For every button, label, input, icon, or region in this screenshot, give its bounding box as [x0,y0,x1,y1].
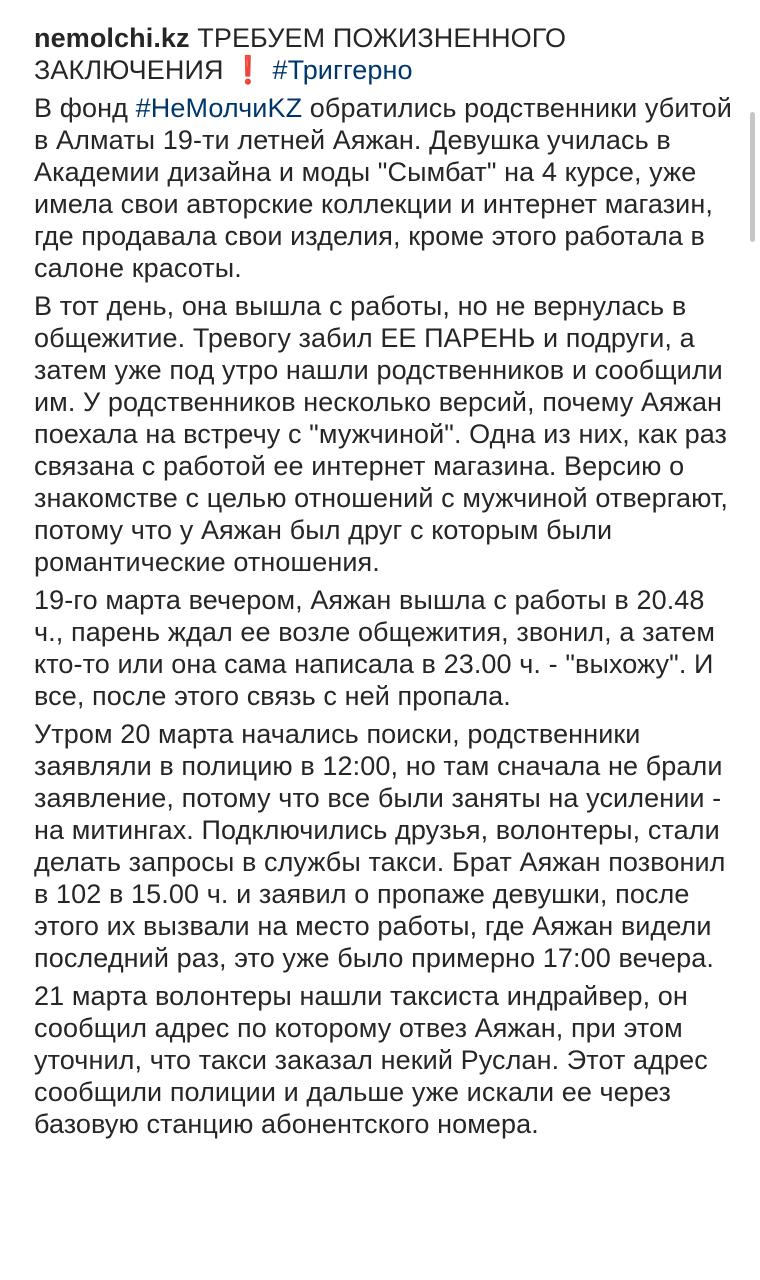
caption-paragraph-1 [34,92,734,284]
caption-header [34,22,734,86]
caption-paragraph-4: Утром 20 марта начались поиски, родственники заявляли в полицию в 12:00, но там сначала не брали заявление, потому что все были заняты на усилении - на митингах. Подключились друзья, волонтеры, стали делать запросы в службы такси. Брат Аяжан позвонил в 102 в 15.00 ч. и заявил о пропаже девушки, после этого их вызвали на место работы, где Аяжан видели последний раз, это уже было примерно 17:00 вечера. [34,719,726,973]
scrollbar-thumb[interactable] [750,112,755,242]
caption-p1-rest: обратились родственники убитой в Алматы 19-ти летней Аяжан. Девушка училась в Академии дизайна и моды "Сымбат" на 4 курсе, уже имела свои авторские коллекции и интернет магазин, где продавала свои изделия, кроме этого работала в салоне красоты. [34,93,732,283]
hashtag-fund-link[interactable]: #НеМолчиKZ [135,93,303,123]
hashtag-trigger-link[interactable]: #Триггерно [272,55,413,85]
exclamation-icon: ❗ [231,55,265,85]
caption-p1-start: В фонд [34,93,136,123]
caption-headline: ТРЕБУЕМ ПОЖИЗНЕННОГО ЗАКЛЮЧЕНИЯ [34,23,567,85]
caption-paragraph-5: 21 марта волонтеры нашли таксиста индрайвер, он сообщил адрес по которому отвез Аяжан, при этом уточнил, что такси заказал некий Руслан. Этот адрес сообщили полиции и дальше уже искали ее через базовую станцию абонентского номера. [34,981,708,1139]
caption-paragraph-2: В тот день, она вышла с работы, но не вернулась в общежитие. Тревогу забил ЕЕ ПАРЕНЬ и подруги, а затем уже под утро нашли родственников и сообщили им. У родственников несколько версий, почему Аяжан поехала на встречу с "мужчиной". Одна из них, как раз связана с работой ее интернет магазина. Версию о знакомстве с целью отношений с мужчиной отвергают, потому что у Аяжан был друг с которым были романтические отношения. [34,291,729,577]
post-caption [34,22,734,1146]
username-link[interactable]: nemolchi.kz [34,23,190,53]
caption-paragraph-3: 19-го марта вечером, Аяжан вышла с работы в 20.48 ч., парень ждал ее возле общежития, звонил, а затем кто-то или она сама написала в 23.00 ч. - "выхожу". И все, после этого связь с ней пропала. [34,585,716,711]
